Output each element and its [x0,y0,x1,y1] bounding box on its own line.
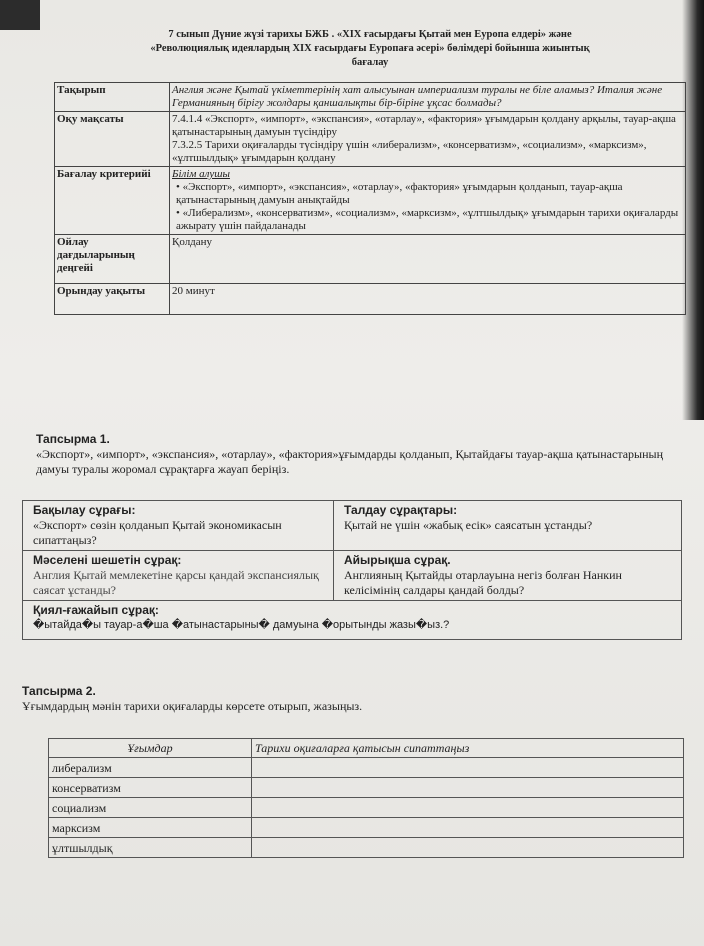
topic-row [55,83,686,112]
concept-cell: либерализм [49,758,252,778]
table-row [49,818,684,838]
table-row [49,798,684,818]
table-row [49,778,684,798]
fantasy-question-cell [23,601,682,640]
time-row [55,284,686,315]
task-1-heading: Тапсырма 1. [36,432,110,446]
fantasy-question-label: Қиял-ғажайып сұрақ: [33,603,159,617]
problem-question-cell [23,551,334,601]
info-table [54,82,686,315]
questions-row-1 [23,501,682,551]
criterion-2-text: «Либерализм», «консерватизм», «социализм», «марксизм», «ұлтшылдық» ұғымдарын тарихи оқиғаларды ажырату үшін пайдаланады [176,207,679,232]
title-line-2: «Революциялық идеялардың XIX ғасырдағы Еуропаға әсері» бөлімдері бойынша жиынтық [150,43,590,54]
concept-cell: социализм [49,798,252,818]
task-1-text: «Экспорт», «импорт», «экспансия», «отарлау», «фактория»ұғымдарды қолданып, Қытайдағы тауар-ақша қатынастарының дамуы туралы жоромал сұрақтарға жауап беріңіз. [36,447,664,476]
criteria-row [55,167,686,235]
criteria-cell [170,167,686,235]
goal-1: 7.4.1.4 «Экспорт», «импорт», «экспансия», «отарлау», «фактория» ұғымдарын қолдану арқылы, тауар-ақша қатынастарының дамуын түсіндіру [172,113,676,138]
description-col-header: Тарихи оқиғаларға қатысын сипаттаңыз [252,739,684,758]
answer-cell[interactable] [252,758,684,778]
analysis-question-text: Қытай не үшін «жабық есік» саясатын ұстанды? [344,518,593,532]
concept-cell: марксизм [49,818,252,838]
title-line-3: бағалау [351,57,389,68]
task-2-text: Ұғымдардың мәнін тарихи оқиғаларды көрсете отырып, жазыңыз. [22,699,363,713]
diff-question-text: Англияның Қытайды отарлауына негіз болған Нанкин келісімінің салдары қандай болды? [344,568,622,597]
control-question-text: «Экспорт» сөзін қолданып Қытай экономикасын сипаттаңыз? [33,518,282,547]
level-row [55,235,686,284]
diff-question-label: Айырықша сұрақ. [344,553,451,567]
concepts-header-row [49,739,684,758]
concepts-table [48,738,684,858]
analysis-question-label: Талдау сұрақтары: [344,503,458,517]
problem-question-text: Англия Қытай мемлекетіне қарсы қандай экспансиялық саясат ұстанды? [33,568,319,597]
task-1 [36,432,676,477]
goal-2: 7.3.2.5 Тарихи оқиғаларды түсіндіру үшін «либерализм», «консерватизм», «социализм», «марксизм», «ұлтшылдық» ұғымдарын қолдану [172,139,647,164]
time-value: 20 минут [170,284,686,315]
criterion-1: • «Экспорт», «импорт», «экспансия», «отарлау», «фактория» ұғымдарын қолданып, тауар-ақша қатынастарының дамуын анықтайды [176,181,623,206]
task-2 [22,684,662,714]
questions-table [22,500,682,640]
time-label: Орындау уақыты [55,284,170,315]
analysis-question-cell [334,501,682,551]
topic-label: Тақырып [55,83,170,112]
answer-cell[interactable] [252,818,684,838]
problem-question-label: Мәселені шешетін сұрақ: [33,553,182,567]
criterion-2: • «Либерализм», «консерватизм», «социализм», «марксизм», «ұлтшылдық» ұғымдарын тарихи оқиғаларды ажырату үшін пайдаланады [176,207,679,232]
document-title [60,28,680,70]
level-label: Ойлау дағдыларының деңгейі [55,235,170,284]
fantasy-question-text: �ытайда�ы тауар-а�ша �атынастарыны� дамуына �орытынды жазы�ыз.? [33,619,450,631]
task-2-heading: Тапсырма 2. [22,684,96,698]
answer-cell[interactable] [252,798,684,818]
title-line-1: 7 сынып Дүние жүзі тарихы БЖБ . «XIX ғасырдағы Қытай мен Еуропа елдері» және [168,29,572,40]
control-question-cell [23,501,334,551]
level-value: Қолдану [170,235,686,284]
topic-value: Англия және Қытай үкіметтерінің хат алысуынан империализм туралы не біле аламыз? Италия және Германияның бірігу жолдары қаншалықты бір-біріне ұқсас болмады? [170,83,686,112]
questions-row-3 [23,601,682,640]
concepts-col-header: Ұғымдар [49,739,252,758]
goals-cell [170,112,686,167]
answer-cell[interactable] [252,838,684,858]
diff-question-cell [334,551,682,601]
goals-label: Оқу мақсаты [55,112,170,167]
criteria-label: Бағалау критерийі [55,167,170,235]
concept-cell: ұлтшылдық [49,838,252,858]
table-row [49,758,684,778]
criterion-1-text: «Экспорт», «импорт», «экспансия», «отарлау», «фактория» ұғымдарын қолданып, тауар-ақша қатынастарының дамуын анықтайды [176,181,623,206]
goals-row [55,112,686,167]
table-row [49,838,684,858]
answer-cell[interactable] [252,778,684,798]
concept-cell: консерватизм [49,778,252,798]
control-question-label: Бақылау сұрағы: [33,503,136,517]
criteria-head: Білім алушы [172,168,230,180]
questions-row-2 [23,551,682,601]
dark-corner [0,0,40,30]
